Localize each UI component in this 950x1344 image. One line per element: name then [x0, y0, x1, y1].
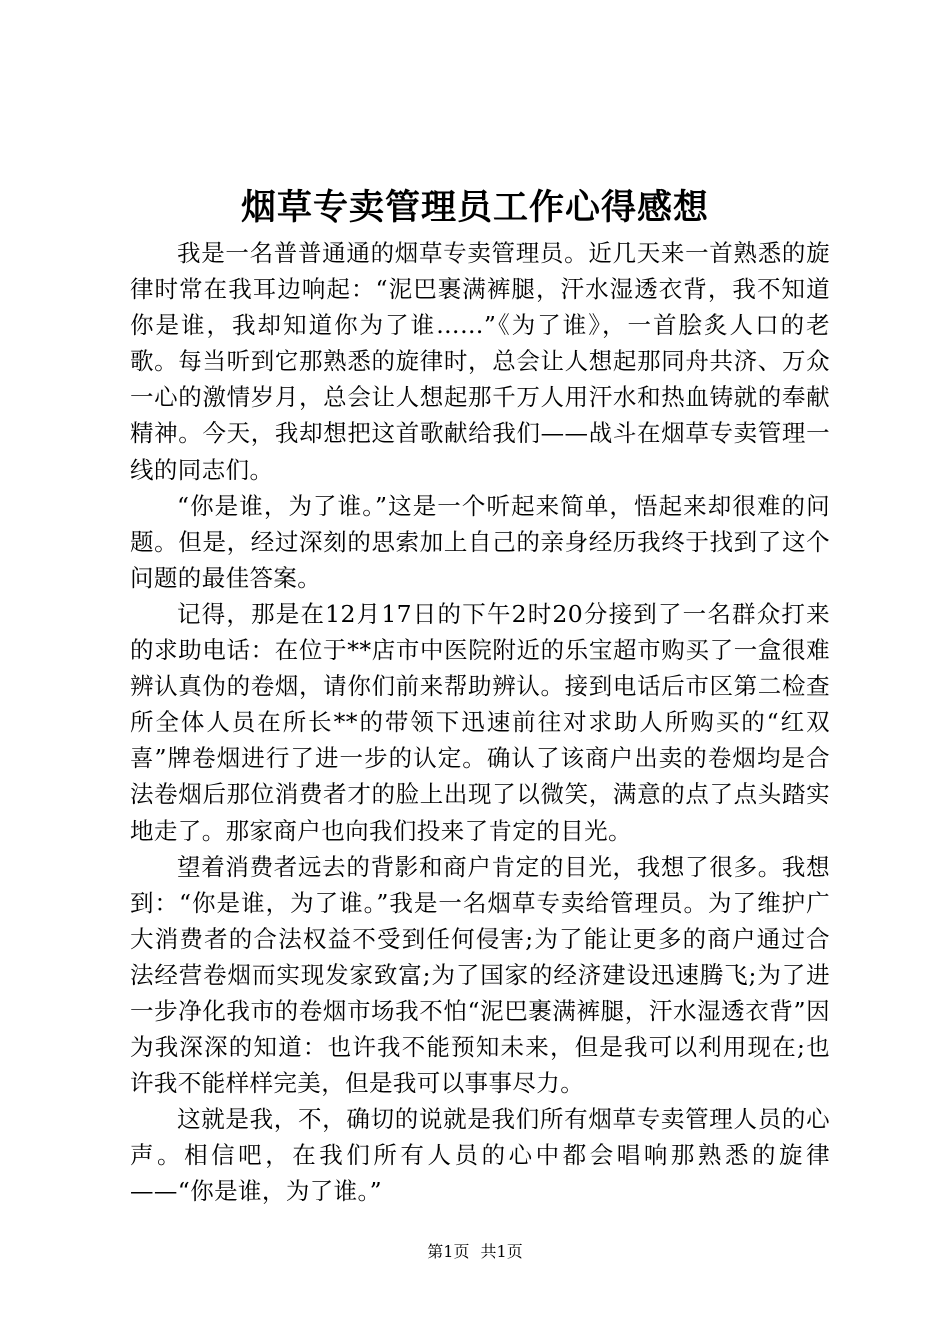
paragraph-2: “你是谁，为了谁。”这是一个听起来简单，悟起来却很难的问题。但是，经过深刻的思索加上自己的亲身经历我终于找到了这个问题的最佳答案。: [130, 491, 830, 592]
page-footer: [0, 1240, 950, 1264]
document-body: [130, 235, 830, 1210]
page-number: 第1页: [427, 1242, 470, 1261]
total-pages: 共1页: [480, 1242, 523, 1261]
paragraph-5: 这就是我，不，确切的说就是我们所有烟草专卖管理人员的心声。相信吧，在我们所有人员的心中都会唱响那熟悉的旋律——“你是谁，为了谁。”: [130, 1105, 830, 1206]
paragraph-3: 记得，那是在12月17日的下午2时20分接到了一名群众打来的求助电话：在位于**店市中医院附近的乐宝超市购买了一盒很难辨认真伪的卷烟，请你们前来帮助辨认。接到电话后市区第二检查所全体人员在所长**的带领下迅速前往对求助人所购买的“红双喜”牌卷烟进行了进一步的认定。确认了该商户出卖的卷烟均是合法卷烟后那位消费者才的脸上出现了以微笑，满意的点了点头踏实地走了。那家商户也向我们投来了肯定的目光。: [130, 599, 830, 845]
document-title: 烟草专卖管理员工作心得感想: [240, 187, 709, 228]
paragraph-4: 望着消费者远去的背影和商户肯定的目光，我想了很多。我想到：“你是谁，为了谁。”我是一名烟草专卖给管理员。为了维护广大消费者的合法权益不受到任何侵害;为了能让更多的商户通过合法经营卷烟而实现发家致富;为了国家的经济建设迅速腾飞;为了进一步净化我市的卷烟市场我不怕“泥巴裹满裤腿，汗水湿透衣背”因为我深深的知道：也许我不能预知未来，但是我可以利用现在;也许我不能样样完美，但是我可以事事尽力。: [130, 852, 830, 1098]
paragraph-1: 我是一名普普通通的烟草专卖管理员。近几天来一首熟悉的旋律时常在我耳边响起：“泥巴裹满裤腿，汗水湿透衣背，我不知道你是谁，我却知道你为了谁……”《为了谁》，一首脍炙人口的老歌。每当听到它那熟悉的旋律时，总会让人想起那同舟共济、万众一心的激情岁月，总会让人想起那千万人用汗水和热血铸就的奉献精神。今天，我却想把这首歌献给我们——战斗在烟草专卖管理一线的同志们。: [130, 239, 830, 484]
